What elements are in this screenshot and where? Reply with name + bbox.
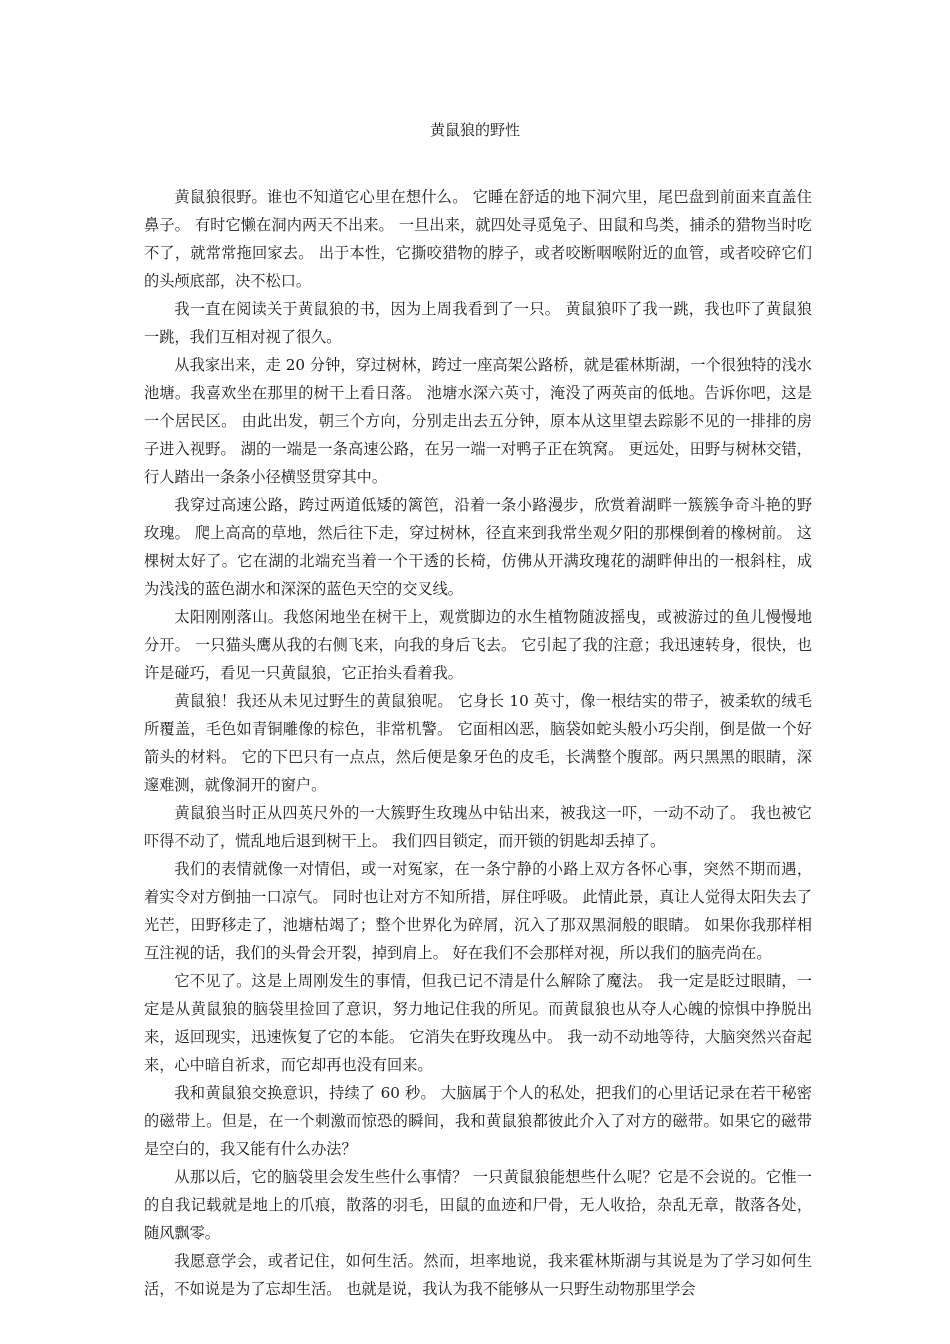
paragraph: 从我家出来，走 20 分钟，穿过树林，跨过一座高架公路桥，就是霍林斯湖，一个很独特的浅水池塘。我喜欢坐在那里的树干上看日落。 池塘水深六英寸，淹没了两英亩的低地。告诉你吧，这是一个居民区。 由此出发，朝三个方向，分别走出去五分钟，原本从这里望去踪影不见的一排排的房子进入视野。 湖的一端是一条高速公路，在另一端一对鸭子正在筑窝。 更远处，田野与树林交错，行人踏出一条条小径横竖贯穿其中。 (144, 356, 812, 486)
paragraph: 我和黄鼠狼交换意识，持续了 60 秒。 大脑属于个人的私处，把我们的心里话记录在若干秘密的磁带上。但是，在一个刺激而惊恐的瞬间，我和黄鼠狼都彼此介入了对方的磁带。如果它的磁带是空白的，我又能有什么办法？ (144, 1084, 812, 1158)
paragraph: 我一直在阅读关于黄鼠狼的书，因为上周我看到了一只。 黄鼠狼吓了我一跳，我也吓了黄鼠狼一跳，我们互相对视了很久。 (144, 300, 812, 346)
document-body (144, 183, 812, 1303)
paragraph: 太阳刚刚落山。我悠闲地坐在树干上，观赏脚边的水生植物随波摇曳，或被游过的鱼儿慢慢地分开。 一只猫头鹰从我的右侧飞来，向我的身后飞去。 它引起了我的注意；我迅速转身，很快，也许是碰巧，看见一只黄鼠狼，它正抬头看着我。 (144, 608, 812, 682)
paragraph: 它不见了。这是上周刚发生的事情，但我已记不清是什么解除了魔法。 我一定是眨过眼睛，一定是从黄鼠狼的脑袋里捡回了意识，努力地记住我的所见。而黄鼠狼也从夺人心魄的惊惧中挣脱出来，返回现实，迅速恢复了它的本能。 它消失在野玫瑰丛中。 我一动不动地等待，大脑突然兴奋起来，心中暗自祈求，而它却再也没有回来。 (144, 972, 812, 1074)
document-title: 黄鼠狼的野性 (429, 121, 520, 139)
paragraph: 我们的表情就像一对情侣，或一对冤家，在一条宁静的小路上双方各怀心事，突然不期而遇，着实令对方倒抽一口凉气。 同时也让对方不知所措，屏住呼吸。 此情此景，真让人觉得太阳失去了光芒，田野移走了，池塘枯竭了；整个世界化为碎屑，沉入了那双黑洞般的眼睛。 如果你我那样相互注视的话，我们的头骨会开裂，掉到肩上。 好在我们不会那样对视，所以我们的脑壳尚在。 (144, 860, 812, 962)
paragraph: 我穿过高速公路，跨过两道低矮的篱笆，沿着一条小路漫步，欣赏着湖畔一簇簇争奇斗艳的野玫瑰。 爬上高高的草地，然后往下走，穿过树林，径直来到我常坐观夕阳的那棵倒着的橡树前。 这棵树太好了。它在湖的北端充当着一个干透的长椅，仿佛从开满玫瑰花的湖畔伸出的一根斜柱，成为浅浅的蓝色湖水和深深的蓝色天空的交叉线。 (144, 496, 812, 598)
paragraph: 从那以后，它的脑袋里会发生些什么事情？ 一只黄鼠狼能想些什么呢？它是不会说的。它惟一的自我记载就是地上的爪痕，散落的羽毛，田鼠的血迹和尸骨，无人收拾，杂乱无章，散落各处，随风飘零。 (144, 1168, 812, 1242)
paragraph: 黄鼠狼当时正从四英尺外的一大簇野生玫瑰丛中钻出来，被我这一吓，一动不动了。 我也被它吓得不动了，慌乱地后退到树干上。 我们四目锁定，而开锁的钥匙却丢掉了。 (144, 804, 812, 850)
paragraph: 黄鼠狼很野。谁也不知道它心里在想什么。 它睡在舒适的地下洞穴里，尾巴盘到前面来直盖住鼻子。 有时它懒在洞内两天不出来。 一旦出来，就四处寻觅兔子、田鼠和鸟类，捕杀的猎物当时吃不了，就常常拖回家去。 出于本性，它撕咬猎物的脖子，或者咬断咽喉附近的血管，或者咬碎它们的头颅底部，决不松口。 (144, 188, 812, 290)
paragraph: 我愿意学会，或者记住，如何生活。然而，坦率地说，我来霍林斯湖与其说是为了学习如何生活，不如说是为了忘却生活。 也就是说，我认为我不能够从一只野生动物那里学会 (144, 1252, 812, 1298)
paragraph: 黄鼠狼！我还从未见过野生的黄鼠狼呢。 它身长 10 英寸，像一根结实的带子，被柔软的绒毛所覆盖，毛色如青铜雕像的棕色，非常机警。 它面相凶恶，脑袋如蛇头般小巧尖削，倒是做一个好箭头的材料。 它的下巴只有一点点，然后便是象牙色的皮毛，长满整个腹部。两只黑黑的眼睛，深邃难测，就像洞开的窗户。 (144, 692, 812, 794)
